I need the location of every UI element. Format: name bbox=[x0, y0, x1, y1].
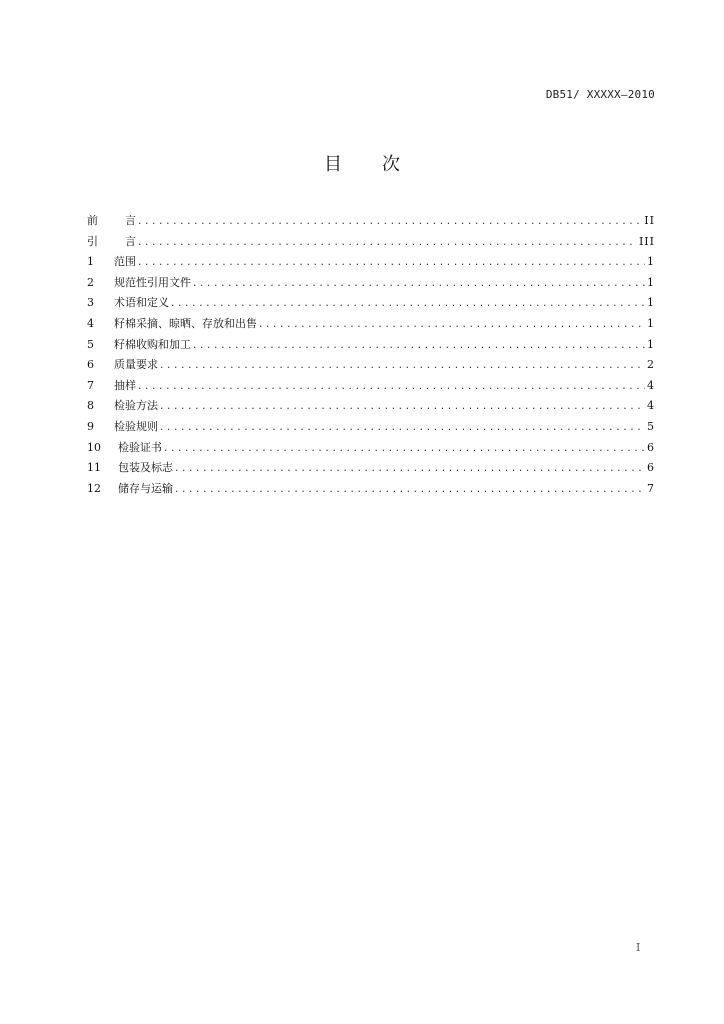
toc-entry-foreword[interactable] bbox=[87, 211, 655, 232]
toc-entry-label: 籽棉采摘、晾晒、存放和出售 bbox=[114, 316, 257, 330]
toc-entry-number: 9 bbox=[87, 419, 94, 433]
toc-entry-label: 储存与运输 bbox=[118, 481, 173, 495]
page-number: I bbox=[636, 941, 641, 954]
toc-entry-2[interactable] bbox=[87, 273, 655, 294]
toc-entry-number: 10 bbox=[87, 440, 101, 454]
toc-entry-number: 引 bbox=[87, 234, 98, 248]
toc-entry-label: 包装及标志 bbox=[118, 461, 173, 475]
toc-leader-dots bbox=[137, 253, 645, 274]
standard-code: DB51/ XXXXX—2010 bbox=[545, 88, 655, 101]
toc-entry-number: 5 bbox=[87, 337, 94, 351]
toc-leader-dots bbox=[159, 397, 645, 418]
toc-entry-12[interactable] bbox=[87, 479, 655, 500]
toc-entry-6[interactable] bbox=[87, 355, 655, 376]
toc-leader-dots bbox=[192, 274, 645, 295]
toc-entry-page: 1 bbox=[647, 255, 655, 269]
toc-entry-label: 言 bbox=[125, 234, 136, 248]
toc-entry-label: 检验证书 bbox=[118, 440, 162, 454]
toc-entry-page: 2 bbox=[647, 358, 655, 372]
toc-leader-dots bbox=[137, 212, 642, 233]
toc-entry-page: 1 bbox=[647, 337, 655, 351]
toc-entry-9[interactable] bbox=[87, 417, 655, 438]
toc-entry-number: 6 bbox=[87, 358, 94, 372]
toc-leader-dots bbox=[174, 459, 645, 480]
toc-entry-7[interactable] bbox=[87, 376, 655, 397]
toc-leader-dots bbox=[163, 439, 645, 460]
page-title bbox=[0, 150, 724, 176]
toc-entry-page: 4 bbox=[647, 399, 655, 413]
page-title-char-2: 次 bbox=[382, 154, 400, 175]
toc-entry-10[interactable] bbox=[87, 438, 655, 459]
toc-entry-page: III bbox=[638, 234, 655, 248]
toc-entry-page: 1 bbox=[647, 316, 655, 330]
toc-entry-page: 5 bbox=[647, 419, 655, 433]
toc-entry-label: 籽棉收购和加工 bbox=[114, 337, 191, 351]
toc-leader-dots bbox=[159, 356, 645, 377]
toc-entry-page: 6 bbox=[647, 461, 655, 475]
toc-entry-page: 6 bbox=[647, 440, 655, 454]
toc-entry-4[interactable] bbox=[87, 314, 655, 335]
toc-entry-page: II bbox=[644, 214, 655, 227]
toc-entry-5[interactable] bbox=[87, 335, 655, 356]
toc-entry-label: 检验方法 bbox=[114, 399, 158, 413]
toc-entry-introduction[interactable] bbox=[87, 232, 655, 253]
toc-entry-label: 检验规则 bbox=[114, 419, 158, 433]
toc-entry-label: 质量要求 bbox=[114, 358, 158, 372]
table-of-contents bbox=[87, 211, 655, 499]
toc-leader-dots bbox=[174, 480, 645, 501]
toc-entry-label: 术语和定义 bbox=[114, 296, 169, 310]
toc-entry-page: 4 bbox=[647, 378, 655, 392]
toc-entry-label: 言 bbox=[125, 214, 136, 227]
toc-entry-number: 12 bbox=[87, 481, 101, 495]
toc-entry-number: 8 bbox=[87, 399, 94, 413]
toc-entry-page: 1 bbox=[647, 296, 655, 310]
toc-entry-number: 7 bbox=[87, 378, 94, 392]
toc-entry-1[interactable] bbox=[87, 252, 655, 273]
toc-entry-label: 范围 bbox=[114, 255, 136, 269]
toc-leader-dots bbox=[258, 315, 645, 336]
toc-leader-dots bbox=[192, 336, 645, 357]
toc-leader-dots bbox=[170, 294, 645, 315]
toc-entry-number: 11 bbox=[87, 461, 101, 475]
toc-entry-label: 规范性引用文件 bbox=[114, 275, 191, 289]
toc-entry-number: 2 bbox=[87, 275, 94, 289]
toc-entry-number: 4 bbox=[87, 316, 94, 330]
toc-entry-page: 1 bbox=[647, 275, 655, 289]
toc-leader-dots bbox=[159, 418, 645, 439]
toc-leader-dots bbox=[137, 377, 645, 398]
toc-entry-number: 1 bbox=[87, 255, 94, 269]
page-title-char-1: 目 bbox=[324, 154, 342, 175]
toc-entry-3[interactable] bbox=[87, 293, 655, 314]
toc-leader-dots bbox=[137, 233, 637, 254]
toc-entry-number: 3 bbox=[87, 296, 94, 310]
toc-entry-page: 7 bbox=[647, 481, 655, 495]
toc-entry-11[interactable] bbox=[87, 458, 655, 479]
toc-entry-label: 抽样 bbox=[114, 378, 136, 392]
toc-entry-8[interactable] bbox=[87, 396, 655, 417]
toc-entry-number: 前 bbox=[87, 214, 98, 227]
